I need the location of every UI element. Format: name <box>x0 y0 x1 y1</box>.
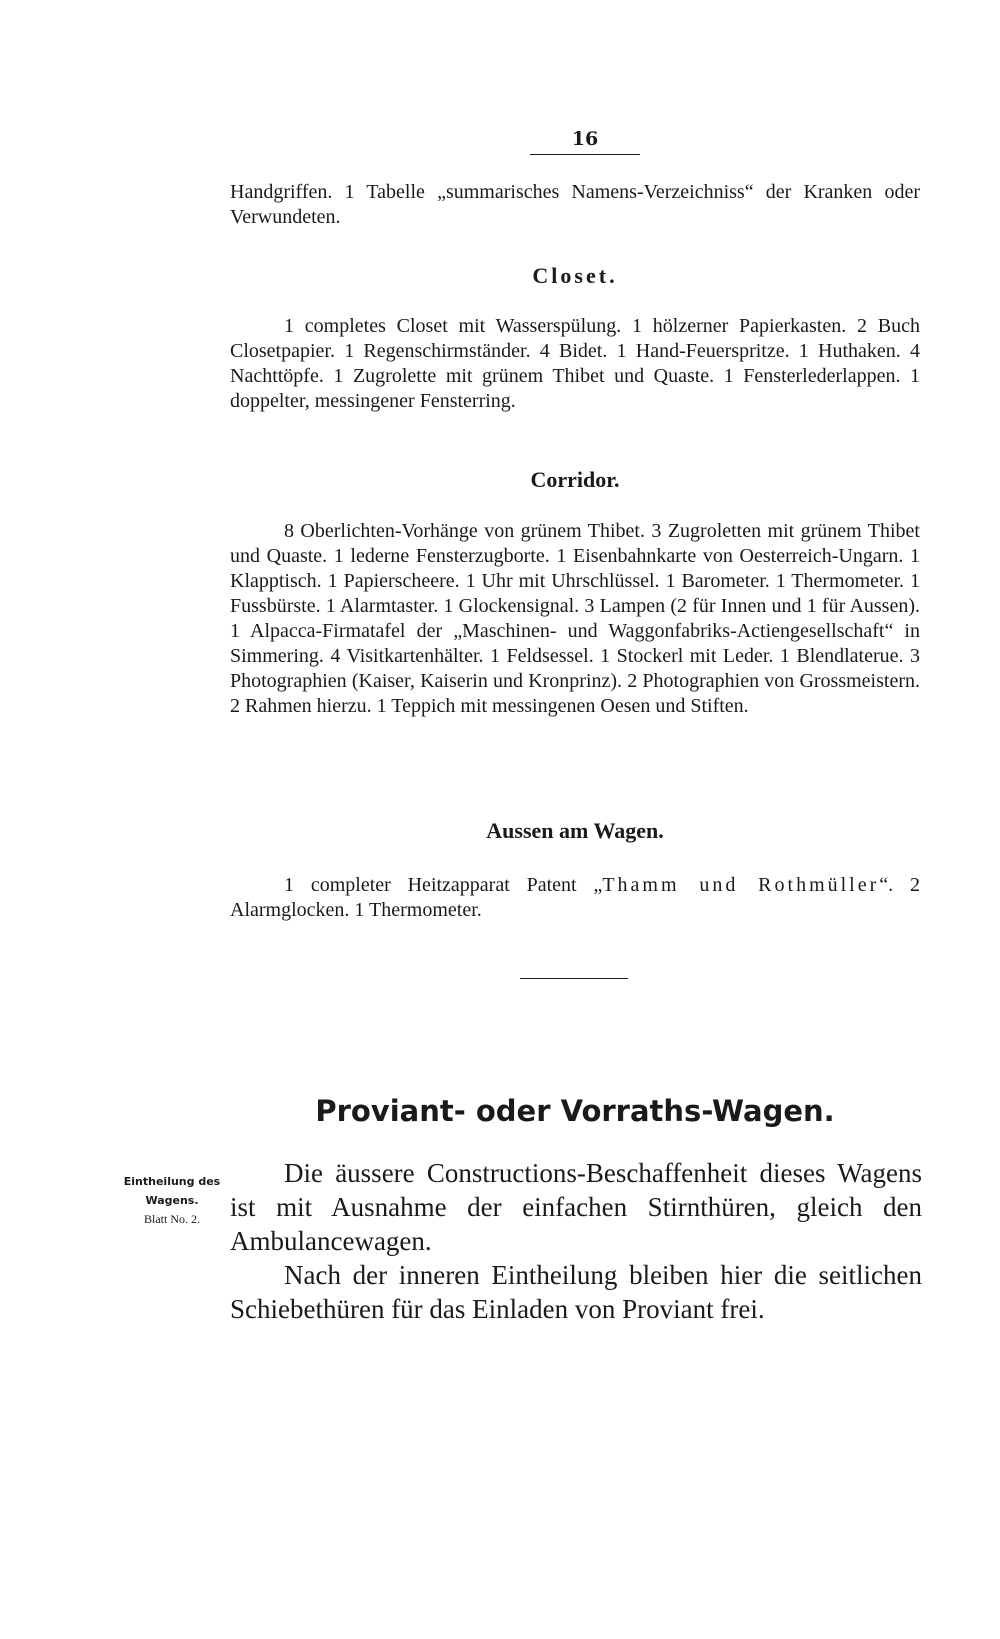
intro-text: Handgriffen. 1 Tabelle „summarisches Namens-Verzeichniss“ der Kranken oder Verwundeten. <box>230 181 920 228</box>
aussen-text-name: Thamm und Rothmüller <box>602 874 880 896</box>
aussen-text-before: 1 completer Heitzapparat Patent „ <box>284 874 603 896</box>
corridor-heading: Corridor. <box>530 467 620 492</box>
proviant-heading: Proviant- oder Vorraths-Wagen. <box>315 1094 835 1128</box>
proviant-paragraph-1: Die äussere Constructions-Beschaffenheit dieses Wagens ist mit Ausnahme der einfachen Stirnthüren, gleich den Ambulancewagen. <box>230 1158 922 1256</box>
corridor-text: 8 Oberlichten-Vorhänge von grünem Thibet. 3 Zugroletten mit grünem Thibet und Quaste. 1 lederne Fensterzugborte. 1 Eisenbahnkarte von Oesterreich-Ungarn. 1 Klapptisch. 1 Papierscheere. 1 Uhr mit Uhrschlüssel. 1 Barometer. 1 Thermometer. 1 Fussbürste. 1 Alarmtaster. 1 Glockensignal. 3 Lampen (2 für Innen und 1 für Aussen). 1 Alpacca-Firmatafel der „Maschinen- und Waggonfabriks-Actiengesellschaft“ in Simmering. 4 Visitkartenhälter. 1 Feldsessel. 1 Stockerl mit Leder. 1 Blendlaterue. 3 Photographien (Kaiser, Kaiserin und Kronprinz). 2 Photographien von Grossmeistern. 2 Rahmen hierzu. 1 Teppich mit messingenen Oesen und Stiften. <box>230 520 920 717</box>
margin-note-line-2: Wagens. <box>145 1194 199 1207</box>
closet-heading: Closet. <box>532 263 618 288</box>
margin-note-line-1: Eintheilung des <box>123 1175 221 1188</box>
aussen-heading: Aussen am Wagen. <box>486 818 664 843</box>
proviant-paragraph-2: Nach der inneren Eintheilung bleiben hier die seitlichen Schiebethüren für das Einladen von Proviant frei. <box>230 1260 922 1324</box>
margin-note <box>112 1172 232 1229</box>
page-number: 16 <box>530 128 640 155</box>
proviant-body <box>230 1156 922 1326</box>
section-divider <box>520 978 628 979</box>
aussen-paragraph <box>230 873 920 923</box>
aussen-text <box>230 873 920 923</box>
aussen-text-after: “. 2 Alarmglocken. 1 Thermometer. <box>230 874 920 921</box>
closet-paragraph <box>230 314 920 414</box>
corridor-paragraph <box>230 519 920 719</box>
closet-text: 1 completes Closet mit Wasserspülung. 1 hölzerner Papierkasten. 2 Buch Closetpapier. 1 Regenschirmständer. 4 Bidet. 1 Hand-Feuerspritze. 1 Huthaken. 4 Nachttöpfe. 1 Zugrolette mit grünem Thibet und Quaste. 1 Fensterlederlappen. 1 doppelter, messingener Fensterring. <box>230 315 920 412</box>
margin-note-line-3: Blatt No. 2. <box>144 1212 200 1226</box>
intro-paragraph <box>230 180 920 230</box>
